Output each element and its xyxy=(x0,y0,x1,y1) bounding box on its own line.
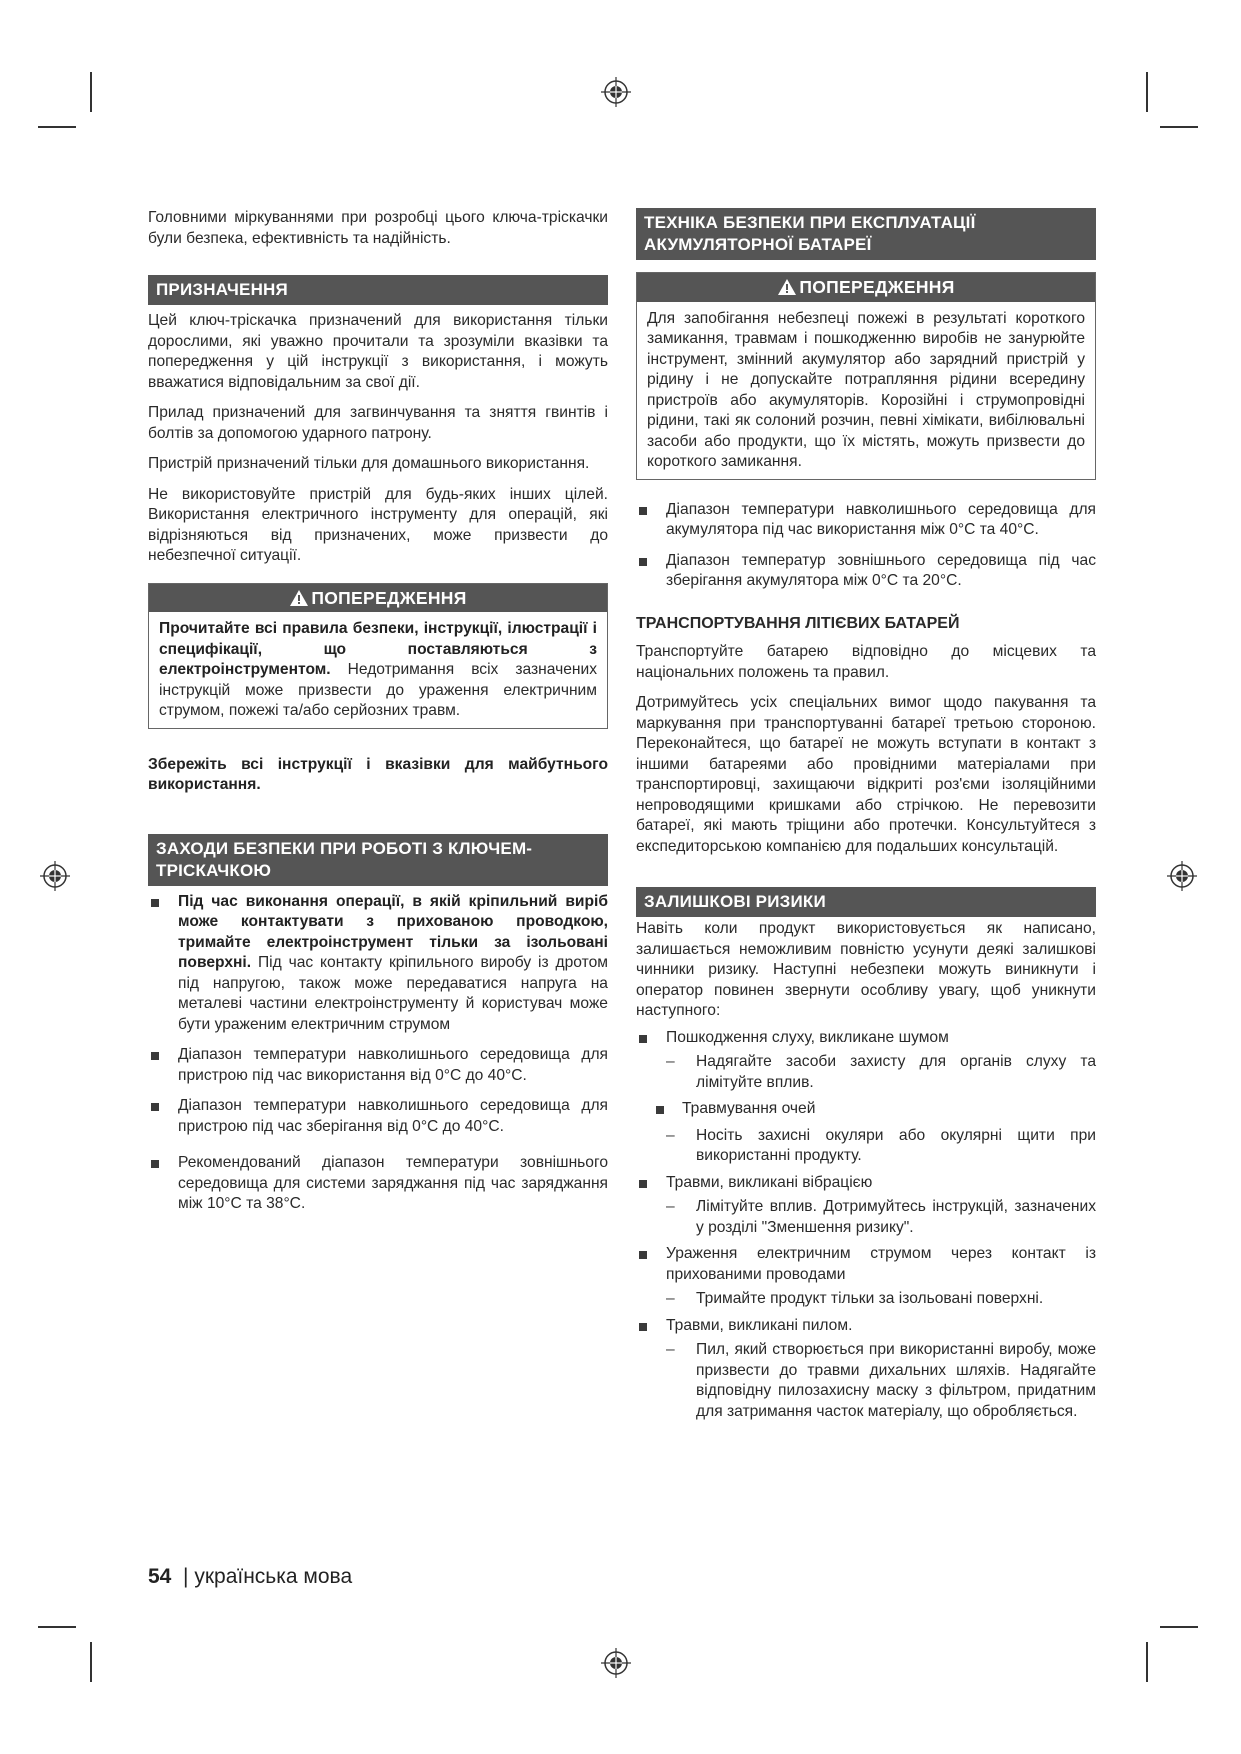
sub-list-item: – Пил, який створюється при використанні виробу, може призвести до травми дихальних шляхів. Надягайте відповідну пилозахисну маску з фільтром, придатним для затримання часток матеріалу, що обробляється. xyxy=(636,1340,1096,1422)
sub-list-item: – Носіть захисні окуляри або окулярні щити при використанні продукту. xyxy=(636,1126,1096,1167)
warning-box xyxy=(148,583,608,729)
warning-bold-text: Прочитайте всі правила безпеки, інструкції, ілюстрації і специфікації, що поставляються з електроінструментом. xyxy=(159,620,597,678)
warning-triangle-icon xyxy=(289,589,309,607)
purpose-paragraph: Цей ключ-тріскачка призначений для використання тільки дорослими, які уважно прочитали та зрозуміли вказівки та попередження у цій інструкції з використання, і можуть вважатися відповідальним за свої дії. xyxy=(148,312,608,391)
registration-mark-icon xyxy=(40,861,70,891)
safety-heading: ЗАХОДИ БЕЗПЕКИ ПРИ РОБОТІ З КЛЮЧЕМ-ТРІСКАЧКОЮ xyxy=(148,834,608,886)
transport-paragraph: Транспортуйте батарею відповідно до місцевих та національних положень та правил. xyxy=(636,643,1096,681)
crop-mark xyxy=(38,1626,76,1628)
warning-body: Для запобігання небезпеці пожежі в результаті короткого замикання, травмам і пошкодженню виробів не занурюйте інструмент, змінний акумулятор або зарядний пристрій у рідину і не допускайте потрапляння рідини всередину пристроїв або акумуляторів. Корозійні і струмопровідні рідини, такі як солоний розчин, певні хімікати, вибілювальні засоби або продукти, що їх містять, можуть призвести до короткого замикання. xyxy=(647,309,1085,470)
page-number: 54 xyxy=(148,1565,172,1588)
purpose-heading: ПРИЗНАЧЕННЯ xyxy=(148,275,608,305)
intro-paragraph: Головними міркуваннями при розробці цього ключа-тріскачки були безпека, ефективність та надійність. xyxy=(148,209,608,247)
warning-title: ПОПЕРЕДЖЕННЯ xyxy=(149,584,607,613)
registration-mark-icon xyxy=(1167,861,1197,891)
list-item: Діапазон температури навколишнього середовища для пристрою під час використання від 0°C до 40°C. xyxy=(148,1045,608,1086)
list-item: Ураження електричним струмом через контакт із прихованими проводами xyxy=(636,1244,1096,1285)
list-item: Пошкодження слуху, викликане шумом xyxy=(636,1028,1096,1049)
warning-triangle-icon xyxy=(777,278,797,296)
list-item: Під час виконання операції, в якій кріпильний виріб може контактувати з прихованою проводкою, тримайте електроінструмент тільки за ізольовані поверхні. Під час контакту кріпильного виробу із дротом під напругою, також може передаватися напруга на металеві частини електроінструменту й користувач може бути ураженим електричним струмом xyxy=(148,892,608,1036)
list-item: Рекомендований діапазон температури зовнішнього середовища для системи заряджання під час заряджання між 10°C та 38°C. xyxy=(148,1153,608,1215)
transport-heading: ТРАНСПОРТУВАННЯ ЛІТІЄВИХ БАТАРЕЙ xyxy=(636,614,960,632)
purpose-paragraph: Прилад призначений для загвинчування та зняття гвинтів і болтів за допомогою ударного патрону. xyxy=(148,404,608,442)
list-item: Травмування очей xyxy=(636,1099,1096,1120)
battery-warning-box xyxy=(636,272,1096,480)
crop-mark xyxy=(1146,72,1148,112)
warning-text: Недотримання всіх зазначених інструкцій може призвести до ураження електричним струмом, пожежі та/або серйозних травм. xyxy=(159,661,597,719)
battery-heading: ТЕХНІКА БЕЗПЕКИ ПРИ ЕКСПЛУАТАЦІЇ АКУМУЛЯТОРНОЇ БАТАРЕЇ xyxy=(636,208,1096,260)
crop-mark xyxy=(1160,126,1198,128)
transport-paragraph: Дотримуйтесь усіх спеціальних вимог щодо пакування та маркування при транспортуванні батареї третьою стороною. Переконайтеся, що батареї не можуть вступати в контакт з іншими батареями або провідними матеріалами при транспортировці, захищаючи відкриті роз'єми ізоляційними непроводящими кришками або стрічкою. Не перевозити батареї, які мають тріщини або протечки. Консультуйтеся з експедиторською компанією для подальших консультацій. xyxy=(636,694,1096,855)
crop-mark xyxy=(90,1642,92,1682)
list-item: Травми, викликані пилом. xyxy=(636,1316,1096,1337)
sub-list-item: – Тримайте продукт тільки за ізольовані поверхні. xyxy=(636,1289,1096,1310)
sub-list-item: – Лімітуйте вплив. Дотримуйтесь інструкцій, зазначених у розділі "Зменшення ризику". xyxy=(636,1197,1096,1238)
list-item: Діапазон температури навколишнього середовища для пристрою під час зберігання від 0°C до 40°C. xyxy=(148,1096,608,1137)
list-item: Діапазон температур зовнішнього середовища під час зберігання акумулятора між 0°C та 20°C. xyxy=(636,551,1096,592)
risks-heading: ЗАЛИШКОВІ РИЗИКИ xyxy=(636,887,1096,917)
sub-list-item: – Надягайте засоби захисту для органів слуху та лімітуйте вплив. xyxy=(636,1052,1096,1093)
page-footer xyxy=(148,1565,352,1589)
risks-intro: Навіть коли продукт використовується як написано, залишається неможливим повністю усунути деякі залишкові чинники ризику. Наступні небезпеки можуть виникнути і оператор повинен звернути особливу увагу, щоб уникнути наступного: xyxy=(636,920,1096,1019)
save-instructions-note: Збережіть всі інструкції і вказівки для майбутнього використання. xyxy=(148,755,608,793)
warning-title: ПОПЕРЕДЖЕННЯ xyxy=(637,273,1095,302)
purpose-paragraph: Пристрій призначений тільки для домашнього використання. xyxy=(148,455,590,472)
language-label: | українська мова xyxy=(183,1565,353,1588)
registration-mark-icon xyxy=(601,77,631,107)
purpose-paragraph: Не використовуйте пристрій для будь-яких інших цілей. Використання електричного інструменту для операцій, які відрізняються від призначених, може призвести до небезпечної ситуації. xyxy=(148,485,608,564)
crop-mark xyxy=(1160,1626,1198,1628)
crop-mark xyxy=(90,72,92,112)
registration-mark-icon xyxy=(601,1648,631,1678)
warning-body xyxy=(149,612,607,728)
list-item: Травми, викликані вібрацією xyxy=(636,1173,1096,1194)
list-item: Діапазон температури навколишнього середовища для акумулятора під час використання між 0°C та 40°C. xyxy=(636,500,1096,541)
crop-mark xyxy=(38,126,76,128)
right-column xyxy=(636,208,1096,1428)
crop-mark xyxy=(1146,1642,1148,1682)
left-column xyxy=(148,208,608,1225)
